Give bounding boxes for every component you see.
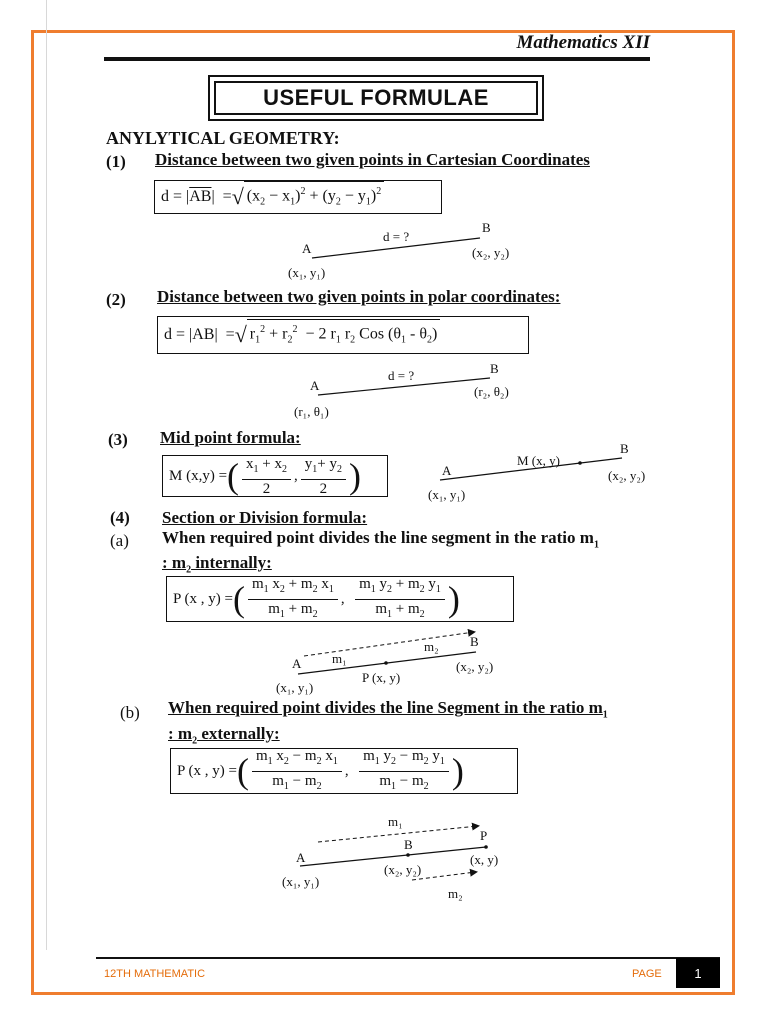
- item-4-title: Section or Division formula:: [162, 508, 368, 527]
- midpoint-dot: [578, 461, 582, 465]
- item-3-number: (3): [108, 430, 128, 449]
- label-B-coords-1: (x₂, y₂): [472, 245, 510, 260]
- item-b-line2: : $m_2$ externally:: [168, 724, 280, 747]
- item-a-line2-text: : m: [162, 553, 187, 572]
- label-A-polar: (r₁, θ₁): [294, 404, 329, 419]
- label-m1-4b: m₁: [388, 814, 403, 829]
- item-1-number: (1): [106, 152, 126, 171]
- item-a-line1: When required point divides the line segment in the ratio $m_1$: [162, 528, 599, 551]
- item-b-line1: When required point divides the line Segment in the ratio $m_1$: [168, 698, 608, 721]
- footer-page-label: PAGE: [632, 968, 662, 980]
- item-4-number: (4): [110, 508, 130, 527]
- label-P-4a: P (x, y): [362, 670, 401, 685]
- item-a-line2-rest: internally:: [191, 553, 272, 572]
- label-B-4a: B: [470, 634, 479, 649]
- item-2-number: (2): [106, 290, 126, 309]
- item-3-title: Mid point formula:: [160, 428, 301, 447]
- label-A-2: A: [310, 378, 320, 393]
- label-A-coords-1: (x₁, y₁): [288, 265, 326, 280]
- arrow-m2-4b: [412, 872, 476, 880]
- item-a-line1-text: When required point divides the line segment in the ratio m: [162, 528, 594, 547]
- label-d-1: d = ?: [383, 229, 410, 244]
- label-B-coords-3: (x₂, y₂): [608, 468, 646, 483]
- label-A-4a: A: [292, 656, 302, 671]
- item-b-line1-text: When required point divides the line Segment in the ratio m: [168, 698, 603, 717]
- label-m1-4a: m₁: [332, 651, 347, 666]
- page-title: USEFUL FORMULAE: [214, 81, 538, 115]
- label-B-2: B: [490, 361, 499, 376]
- header-title: Mathematics XII: [516, 32, 650, 53]
- label-A-3: A: [442, 463, 452, 478]
- item-2-title: Distance between two given points in polar coordinates:: [157, 287, 561, 306]
- label-B-coords-4b: (x₂, y₂): [384, 862, 422, 877]
- label-B-polar: (r₂, θ₂): [474, 384, 509, 399]
- label-B-4b: B: [404, 837, 413, 852]
- item-b-number: (b): [120, 703, 140, 722]
- label-A-4b: A: [296, 850, 306, 865]
- label-A-1: A: [302, 241, 312, 256]
- label-P-coords-4b: (x, y): [470, 852, 499, 867]
- label-P-4b: P: [480, 828, 488, 843]
- item-b-line2-rest: externally:: [197, 724, 280, 743]
- formula-midpoint: M (x,y) = ( $\frac{x_1 + x_2}{2}$ , $\frac{y_1+ y_2}{2}$ ): [162, 455, 388, 497]
- page-number: 1: [676, 958, 720, 988]
- formula-internal-division: P (x , y) = ( $\frac{m_1 x_2 + m_2 x_1}{m_1 + m_2}$ , $\frac{m_1 y_2 + m_2 y_1}{m_1 + m_2}$ ): [166, 576, 514, 622]
- footer-rule: [96, 957, 720, 959]
- label-m2-4a: m₂: [424, 639, 439, 654]
- label-m2-4b: m₂: [448, 886, 463, 901]
- label-B-coords-4a: (x₂, y₂): [456, 659, 494, 674]
- label-A-coords-4b: (x₁, y₁): [282, 874, 320, 889]
- item-a-number: (a): [110, 531, 129, 550]
- section-heading: ANYLYTICAL GEOMETRY:: [106, 128, 340, 148]
- label-B-1: B: [482, 220, 491, 235]
- label-d-2: d = ?: [388, 368, 415, 383]
- arrow-m1-m2-4a: [304, 632, 474, 656]
- label-M: M (x, y): [517, 453, 560, 468]
- item-b-line2-text: : m: [168, 724, 193, 743]
- formula-distance-polar: d = |AB| = √ $r_1^2 + r_2^2 - 2$ $r_1$ $r_2$ Cos $(\theta_1 - \theta_2)$: [157, 316, 529, 354]
- formula-distance-cartesian: d = | $\overline{AB}$ | = √ $(x_2 - x_1)^2 + (y_2 - y_1)^2$: [154, 180, 442, 214]
- formula-external-division: P (x , y) = ( $\frac{m_1 x_2 - m_2 x_1}{m_1 - m_2}$ , $\frac{m_1 y_2 - m_2 y_1}{m_1 - m_2}$ ): [170, 748, 518, 794]
- item-a-line2: : $m_2$ internally:: [162, 553, 272, 576]
- label-A-coords-3: (x₁, y₁): [428, 487, 466, 502]
- label-B-3: B: [620, 441, 629, 456]
- footer-course: 12TH MATHEMATIC: [104, 968, 206, 980]
- item-1-title: Distance between two given points in Cartesian Coordinates: [155, 150, 590, 169]
- label-A-coords-4a: (x₁, y₁): [276, 680, 314, 695]
